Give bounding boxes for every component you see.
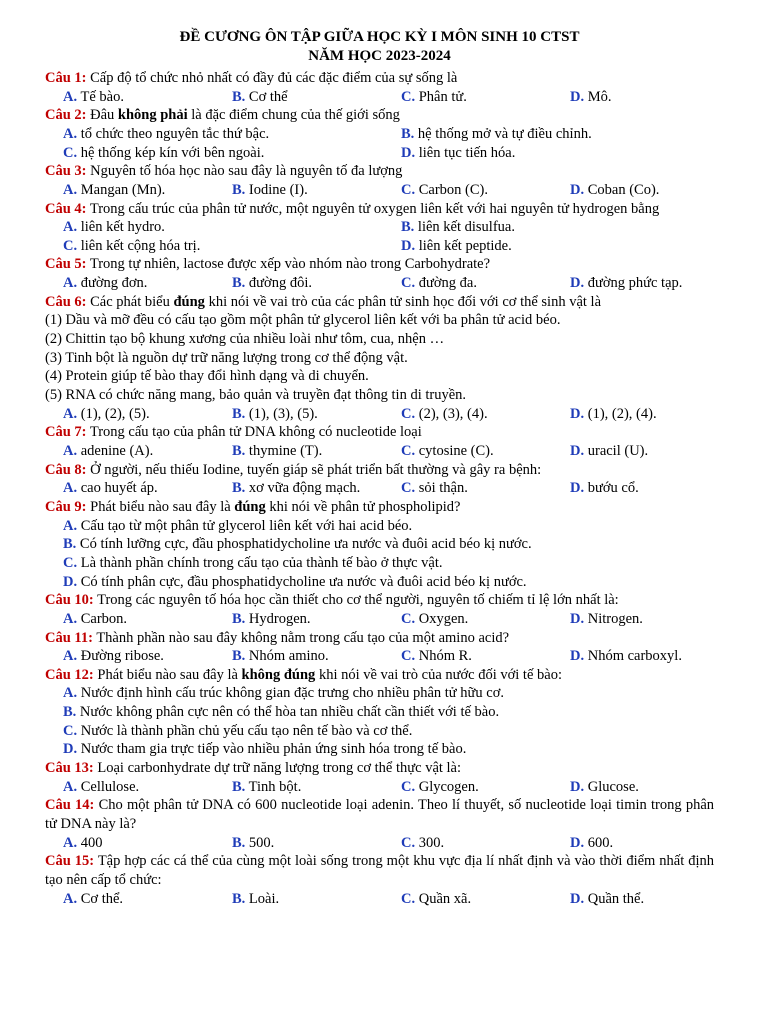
option-c[interactable]: C. 300. (401, 834, 445, 851)
option-c[interactable]: C. Glycogen. (401, 778, 479, 795)
option-b[interactable]: B. Nước không phân cực nên có thể hòa tan nhiều chất cần thiết với tế bào. (63, 704, 500, 721)
option-d[interactable]: D. Mô. (570, 88, 612, 105)
question-14: Câu 14: Cho một phân tử DNA có 600 nucleotide loại adenin. Theo lí thuyết, số nucleotide loại timin trong phân tử DNA này là? (45, 797, 715, 833)
option-a[interactable]: A. Cấu tạo từ một phân tử glycerol liên kết với hai acid béo. (63, 517, 413, 534)
option-b[interactable]: B. Có tính lưỡng cực, đầu phosphatidycholine ưa nước và đuôi acid béo kị nước. (63, 536, 532, 553)
question-9: Câu 9: Phát biểu nào sau đây là đúng khi nói về phân tử phospholipid? (45, 498, 461, 515)
question-6: Câu 6: Các phát biểu đúng khi nói về vai trò của các phân tử sinh học đối với cơ thể sinh vật là (45, 293, 602, 310)
option-d[interactable]: D. Nitrogen. (570, 610, 643, 627)
option-b[interactable]: B. liên kết disulfua. (401, 219, 515, 236)
options-row (45, 834, 714, 853)
option-a[interactable]: A. liên kết hydro. (63, 219, 165, 236)
option-a[interactable]: A. Đường ribose. (63, 648, 164, 665)
statement: (3) Tinh bột là nguồn dự trữ năng lượng trong cơ thể động vật. (45, 349, 408, 366)
option-b[interactable]: B. Nhóm amino. (232, 648, 329, 665)
option-b[interactable]: B. Cơ thể (232, 88, 288, 105)
question-5: Câu 5: Trong tự nhiên, lactose được xếp vào nhóm nào trong Carbohydrate? (45, 256, 491, 273)
statement: (1) Dầu và mỡ đều có cấu tạo gồm một phân tử glycerol liên kết với ba phân tử acid béo. (45, 312, 561, 329)
option-d[interactable]: D. Glucose. (570, 778, 639, 795)
question-12: Câu 12: Phát biểu nào sau đây là không đúng khi nói về vai trò của nước đối với tế bào: (45, 666, 562, 683)
option-a[interactable]: A. Cơ thể. (63, 890, 124, 907)
options-row (45, 88, 714, 107)
option-c[interactable]: C. đường đa. (401, 275, 477, 292)
options-row (45, 647, 714, 666)
option-a[interactable]: A. đường đơn. (63, 275, 148, 292)
options-row (45, 890, 714, 909)
option-c[interactable]: C. Nước là thành phần chủ yếu cấu tạo nên tế bào và cơ thể. (63, 722, 413, 739)
option-d[interactable]: D. bướu cổ. (570, 480, 639, 497)
option-c[interactable]: C. hệ thống kép kín với bên ngoài. (63, 144, 265, 161)
option-c[interactable]: C. Quần xã. (401, 890, 472, 907)
option-a[interactable]: A. 400 (63, 834, 103, 851)
option-d[interactable]: D. liên kết peptide. (401, 237, 512, 254)
options-row (45, 125, 714, 144)
option-b[interactable]: B. 500. (232, 834, 275, 851)
option-d[interactable]: D. uracil (U). (570, 443, 649, 459)
options-row (45, 442, 714, 461)
option-c[interactable]: C. sỏi thận. (401, 480, 468, 497)
options-row (45, 479, 714, 498)
question-3: Câu 3: Nguyên tố hóa học nào sau đây là nguyên tố đa lượng (45, 163, 403, 180)
option-a[interactable]: A. Carbon. (63, 610, 128, 627)
option-c[interactable]: C. Oxygen. (401, 610, 469, 627)
option-d[interactable]: D. (1), (2), (4). (570, 405, 657, 422)
option-a[interactable]: A. tổ chức theo nguyên tắc thứ bậc. (63, 125, 270, 142)
question-label: Câu 1: (45, 70, 87, 86)
option-b[interactable]: B. Loài. (232, 890, 280, 907)
option-d[interactable]: D. liên tục tiến hóa. (401, 144, 516, 161)
question-7: Câu 7: Trong cấu tạo của phân tử DNA không có nucleotide loại (45, 424, 422, 441)
options-row (45, 181, 714, 200)
option-a[interactable]: A. Nước định hình cấu trúc không gian đặc trưng cho nhiều phân tử hữu cơ. (63, 685, 505, 702)
statement: (4) Protein giúp tế bào thay đổi hình dạng và di chuyển. (45, 368, 369, 385)
question-stem: Cấp độ tổ chức nhỏ nhất có đầy đủ các đặc điểm của sự sống là (90, 70, 458, 86)
options-row (45, 405, 714, 424)
option-a[interactable]: A. Mangan (Mn). (63, 181, 166, 198)
option-b[interactable]: B. thymine (T). (232, 443, 323, 459)
options-row (45, 610, 714, 629)
option-d[interactable]: D. Có tính phân cực, đầu phosphatidycholine ưa nước và đuôi acid béo kị nước. (63, 573, 527, 590)
question-label: Câu 2: (45, 107, 87, 124)
option-b[interactable]: B. Iodine (I). (232, 181, 308, 198)
question-1 (45, 69, 714, 88)
question-13: Câu 13: Loại carbonhydrate dự trữ năng lượng trong cơ thể thực vật là: (45, 760, 462, 777)
option-d[interactable]: D. Nhóm carboxyl. (570, 648, 682, 665)
question-15: Câu 15: Tập hợp các cá thể của cùng một loài sống trong một khu vực địa lí nhất định và vào thời điểm nhất định tạo nên cấp tổ chức: (45, 853, 714, 888)
question-11: Câu 11: Thành phần nào sau đây không nằm trong cấu tạo của một amino acid? (45, 629, 510, 646)
option-a[interactable]: A. Tế bào. (63, 88, 124, 105)
option-b[interactable]: B. Hydrogen. (232, 610, 311, 627)
option-c[interactable]: C. (2), (3), (4). (401, 405, 488, 422)
option-c[interactable]: C. Phân tử. (401, 88, 467, 105)
question-8: Câu 8: Ở người, nếu thiếu Iodine, tuyến giáp sẽ phát triển bất thường và gây ra bệnh: (45, 461, 542, 478)
question-4: Câu 4: Trong cấu trúc của phân tử nước, một nguyên tử oxygen liên kết với hai nguyên tử hydrogen bằng (45, 200, 660, 217)
option-c[interactable]: C. Nhóm R. (401, 648, 472, 665)
option-c[interactable]: C. liên kết cộng hóa trị. (63, 237, 201, 254)
statement: (5) RNA có chức năng mang, bảo quản và truyền đạt thông tin di truyền. (45, 387, 467, 404)
option-c[interactable]: C. Carbon (C). (401, 181, 488, 198)
question-10: Câu 10: Trong các nguyên tố hóa học cần thiết cho cơ thể người, nguyên tố chiếm tỉ lệ lớn nhất là: (45, 592, 619, 609)
option-d[interactable]: D. Quần thể. (570, 890, 645, 907)
school-year: NĂM HỌC 2023-2024 (308, 48, 451, 64)
option-b[interactable]: B. (1), (3), (5). (232, 405, 318, 422)
option-b[interactable]: B. Tinh bột. (232, 778, 302, 795)
option-d[interactable]: D. Coban (Co). (570, 181, 660, 198)
option-a[interactable]: A. cao huyết áp. (63, 480, 158, 497)
option-d[interactable]: D. đường phức tạp. (570, 275, 683, 292)
options-row (45, 218, 714, 237)
options-row (45, 144, 714, 163)
option-c[interactable]: C. Là thành phần chính trong cấu tạo của thành tế bào ở thực vật. (63, 554, 443, 571)
options-row (45, 274, 714, 293)
option-a[interactable]: A. Cellulose. (63, 778, 140, 795)
document-title: ĐỀ CƯƠNG ÔN TẬP GIỮA HỌC KỲ I MÔN SINH 10 CTST (179, 29, 580, 45)
option-a[interactable]: A. (1), (2), (5). (63, 405, 150, 422)
options-row (45, 237, 714, 256)
option-d[interactable]: D. 600. (570, 834, 614, 851)
option-a[interactable]: A. adenine (A). (63, 443, 154, 459)
option-b[interactable]: B. đường đôi. (232, 275, 312, 292)
option-d[interactable]: D. Nước tham gia trực tiếp vào nhiều phản ứng sinh hóa trong tế bào. (63, 741, 467, 758)
option-b[interactable]: B. hệ thống mở và tự điều chỉnh. (401, 125, 592, 142)
question-2: Câu 2: Đâu không phải là đặc điểm chung của thế giới sống (45, 107, 400, 124)
option-b[interactable]: B. xơ vữa động mạch. (232, 480, 361, 497)
option-c[interactable]: C. cytosine (C). (401, 443, 494, 459)
options-row (45, 778, 714, 797)
statement: (2) Chittin tạo bộ khung xương của nhiều loài như tôm, cua, nhện … (45, 331, 445, 348)
